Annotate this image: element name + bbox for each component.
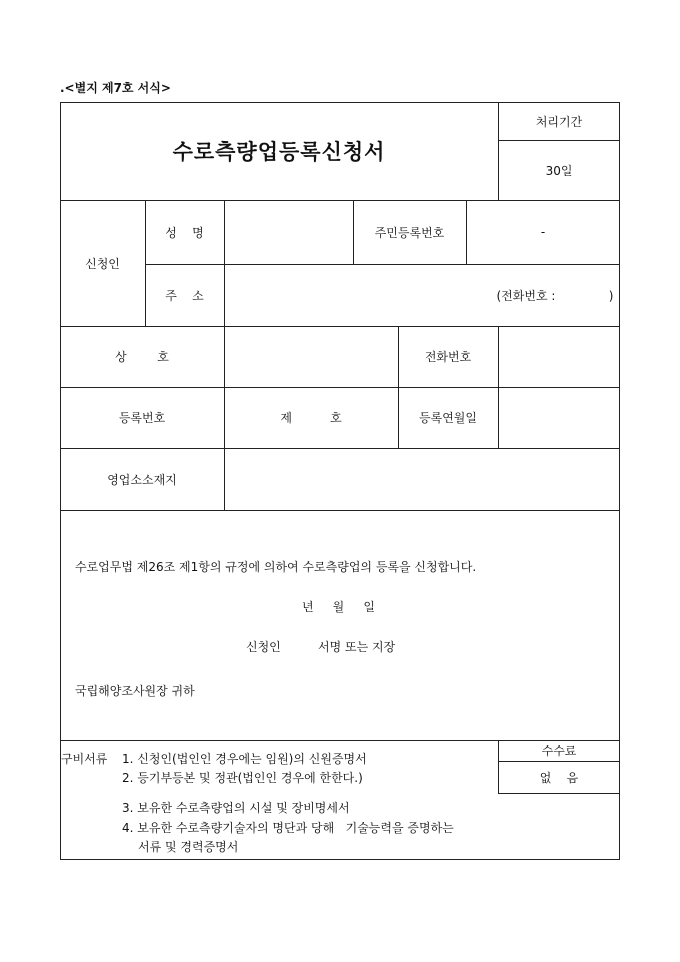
attachment-item: 2. 등기부등본 및 정관(법인인 경우에 한한다.) <box>122 771 363 785</box>
registration-date-label: 등록연월일 <box>419 411 477 425</box>
address-field[interactable] <box>224 264 490 326</box>
date-line[interactable]: 년 월 일 <box>302 600 375 614</box>
applicant-phone-field[interactable]: (전화번호 : ) <box>496 288 614 303</box>
name-label: 성 명 <box>165 225 204 240</box>
trade-name-field[interactable] <box>224 326 398 387</box>
rrn-field[interactable]: - <box>540 225 546 239</box>
registration-number-label: 등록번호 <box>118 411 166 425</box>
office-location-field[interactable] <box>224 448 620 510</box>
attachment-item: 서류 및 경력증명서 <box>138 840 239 854</box>
fee-label: 수수료 <box>541 744 577 758</box>
addressee: 국립해양조사원장 귀하 <box>75 684 195 698</box>
rrn-label: 주민등록번호 <box>374 225 445 240</box>
application-statement: 수로업무법 제26조 제1항의 규정에 의하여 수로측량업의 등록을 신청합니다. <box>75 560 477 574</box>
registration-number-field[interactable]: 제 호 <box>280 411 342 425</box>
attachment-item: 4. 보유한 수로측량기술자의 명단과 당해 기술능력을 증명하는 <box>122 821 454 835</box>
attachment-item: 3. 보유한 수로측량업의 시설 및 장비명세서 <box>122 801 350 815</box>
business-phone-field[interactable] <box>498 326 620 387</box>
attachment-item: 1. 신청인(법인인 경우에는 임원)의 신원증명서 <box>122 752 367 766</box>
applicant-label: 신청인 <box>85 256 120 271</box>
form-number-label: .<별지 제7호 서식> <box>60 81 171 95</box>
processing-period-value: 30일 <box>545 163 573 178</box>
office-location-label: 영업소소재지 <box>107 472 177 487</box>
address-label: 주 소 <box>165 288 204 303</box>
business-phone-label: 전화번호 <box>424 350 472 364</box>
registration-date-field[interactable] <box>498 387 620 448</box>
name-field[interactable] <box>224 200 353 264</box>
form-title: 수로측량업등록신청서 <box>172 139 386 164</box>
processing-period-label: 처리기간 <box>535 114 583 129</box>
attachments-label: 구비서류 <box>61 752 108 766</box>
fee-value: 없 음 <box>539 770 579 785</box>
trade-name-label: 상 호 <box>115 350 169 364</box>
signer-label: 신청인 <box>246 640 281 654</box>
signature-label[interactable]: 서명 또는 지장 <box>318 640 396 654</box>
